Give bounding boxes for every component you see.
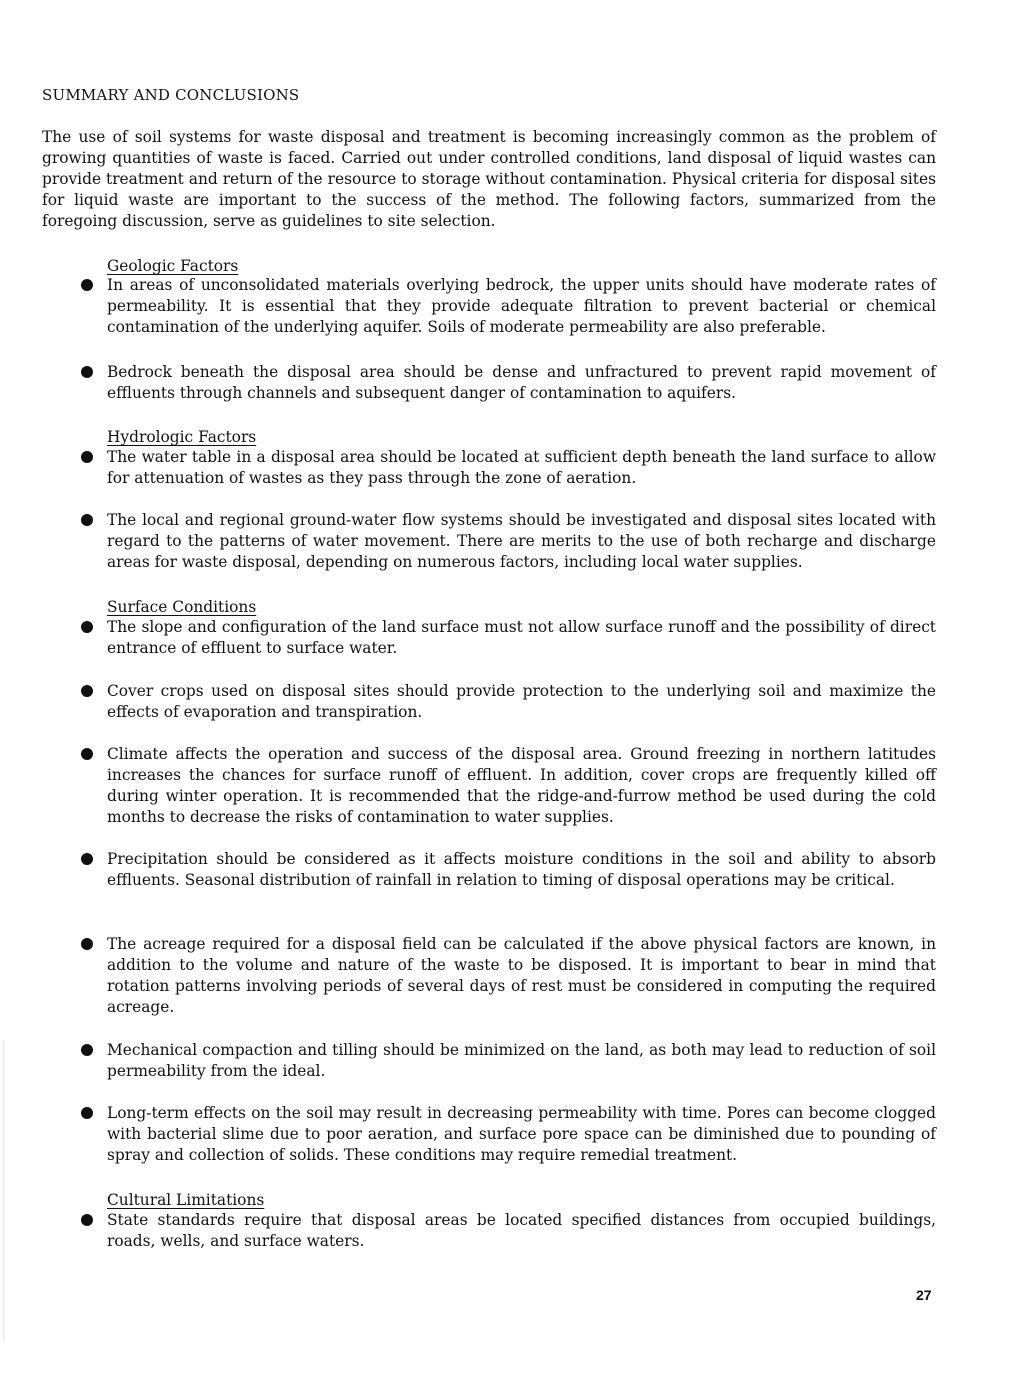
- list-item: Cover crops used on disposal sites should provide protection to the underlying soil and maximize the effects of evaporation and transpiration.: [107, 682, 936, 721]
- bullet-icon: [81, 853, 93, 865]
- page-heading: SUMMARY AND CONCLUSIONS: [42, 86, 300, 104]
- page-number: 27: [916, 1287, 932, 1303]
- list-item: Bedrock beneath the disposal area should be dense and unfractured to prevent rapid movement of effluents through channels and subsequent danger of contamination to aquifers.: [107, 363, 936, 402]
- intro-paragraph: The use of soil systems for waste disposal and treatment is becoming increasingly common as the problem of growing quantities of waste is faced. Carried out under controlled conditions, land disposal of liquid wastes can provide treatment and return of the resource to storage without contamination. Physical criteria for disposal sites for liquid waste are important to the success of the method. The following factors, summarized from the foregoing discussion, serve as guidelines to site selection.: [42, 128, 936, 230]
- scan-edge-mark: [3, 1040, 4, 1340]
- bullet-icon: [81, 514, 93, 526]
- bullet-icon: [81, 685, 93, 697]
- bullet-icon: [81, 1214, 93, 1226]
- bullet-icon: [81, 451, 93, 463]
- list-item: Long-term effects on the soil may result in decreasing permeability with time. Pores can become clogged with bacterial slime due to poor aeration, and surface pore space can be diminished due to pounding of spray and collection of solids. These conditions may require remedial treatment.: [107, 1104, 936, 1164]
- list-item: In areas of unconsolidated materials overlying bedrock, the upper units should have moderate rates of permeability. It is essential that they provide adequate filtration to prevent bacterial or chemical contamination of the underlying aquifer. Soils of moderate permeability are also preferable.: [107, 276, 936, 336]
- list-item: The slope and configuration of the land surface must not allow surface runoff and the possibility of direct entrance of effluent to surface water.: [107, 618, 936, 657]
- bullet-icon: [81, 1044, 93, 1056]
- bullet-icon: [81, 279, 93, 291]
- list-item: The local and regional ground-water flow systems should be investigated and disposal sites located with regard to the patterns of water movement. There are merits to the use of both recharge and discharge areas for waste disposal, depending on numerous factors, including local water supplies.: [107, 511, 936, 571]
- bullet-icon: [81, 621, 93, 633]
- bullet-icon: [81, 938, 93, 950]
- section-title-hydrologic: Hydrologic Factors: [107, 428, 257, 446]
- list-item: The water table in a disposal area should be located at sufficient depth beneath the land surface to allow for attenuation of wastes as they pass through the zone of aeration.: [107, 448, 936, 487]
- list-item: Climate affects the operation and success of the disposal area. Ground freezing in northern latitudes increases the chances for surface runoff of effluent. In addition, cover crops are frequently killed off during winter operation. It is recommended that the ridge-and-furrow method be used during the cold months to decrease the risks of contamination to water supplies.: [107, 745, 936, 826]
- bullet-icon: [81, 748, 93, 760]
- list-item: Mechanical compaction and tilling should be minimized on the land, as both may lead to reduction of soil permeability from the ideal.: [107, 1041, 936, 1080]
- list-item: State standards require that disposal areas be located specified distances from occupied buildings, roads, wells, and surface waters.: [107, 1211, 936, 1250]
- bullet-icon: [81, 1107, 93, 1119]
- list-item: The acreage required for a disposal field can be calculated if the above physical factors are known, in addition to the volume and nature of the waste to be disposed. It is important to bear in mind that rotation patterns involving periods of several days of rest must be considered in computing the required acreage.: [107, 935, 936, 1016]
- section-title-geologic: Geologic Factors: [107, 257, 239, 275]
- section-title-surface: Surface Conditions: [107, 598, 257, 616]
- bullet-icon: [81, 366, 93, 378]
- list-item: Precipitation should be considered as it affects moisture conditions in the soil and ability to absorb effluents. Seasonal distribution of rainfall in relation to timing of disposal operations may be critical.: [107, 850, 936, 889]
- section-title-cultural: Cultural Limitations: [107, 1191, 265, 1209]
